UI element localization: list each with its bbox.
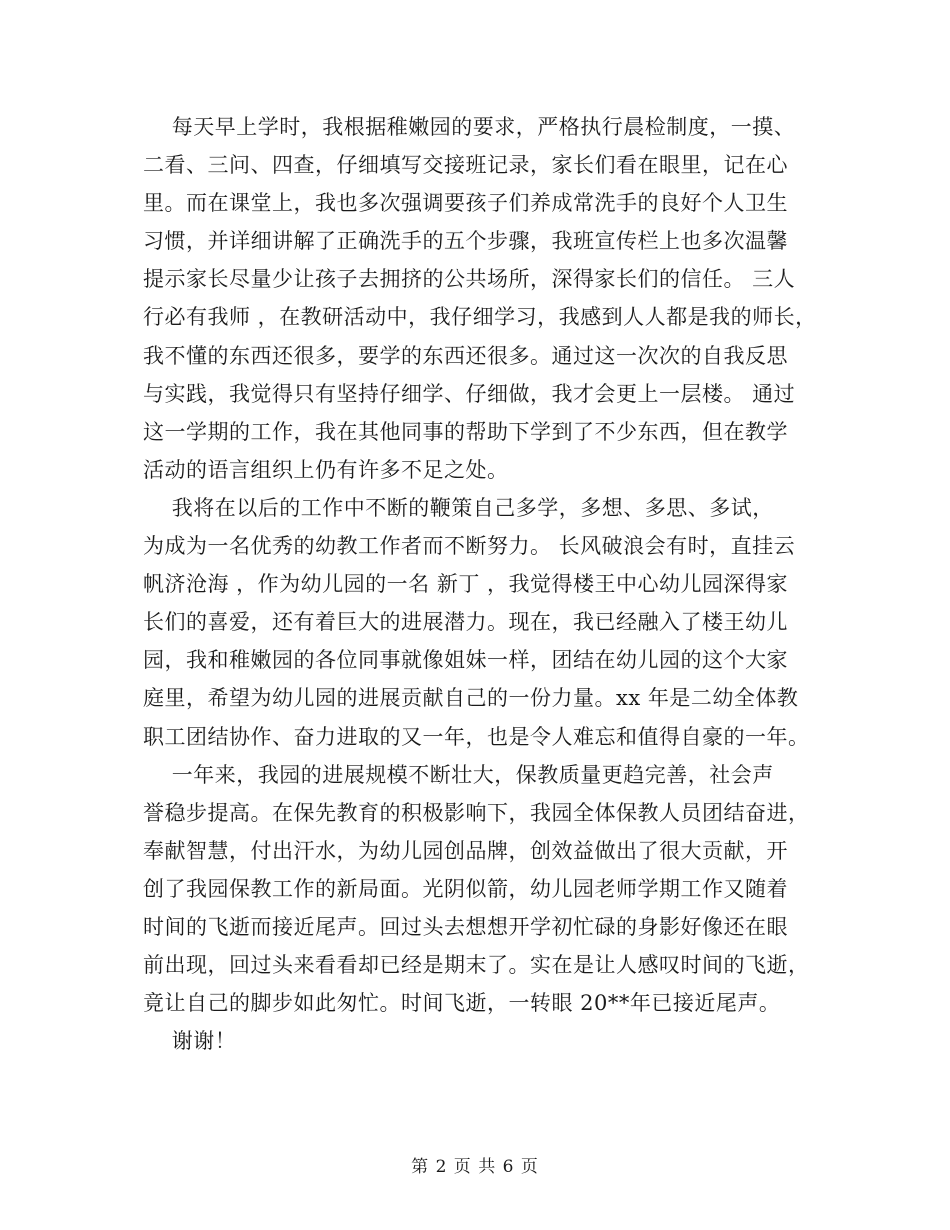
- text-line: 里。而在课堂上，我也多次强调要孩子们养成常洗手的良好个人卫生: [143, 191, 788, 216]
- page-number: 第 2 页 共 6 页: [411, 1157, 539, 1177]
- text-line: 长们的喜爱，还有着巨大的进展潜力。现在，我已经融入了楼王幼儿: [143, 610, 788, 635]
- text-line: 二看、三问、四查，仔细填写交接班记录，家长们看在眼里，记在心: [143, 153, 788, 178]
- text-line: 为成为一名优秀的幼教工作者而不断努力。 长风破浪会有时，直挂云: [143, 534, 796, 559]
- text-line: 创了我园保教工作的新局面。光阴似箭，幼儿园老师学期工作又随着: [143, 876, 788, 901]
- text-line: 我将在以后的工作中不断的鞭策自己多学，多想、多思、多试，: [143, 495, 774, 520]
- text-line: 行必有我师 ，在教研活动中，我仔细学习，我感到人人都是我的师长，: [143, 305, 817, 330]
- text-line: 谢谢！: [143, 1029, 237, 1054]
- text-line: 这一学期的工作，我在其他同事的帮助下学到了不少东西，但在教学: [143, 419, 788, 444]
- text-line: 职工团结协作、奋力进取的又一年，也是令人难忘和值得自豪的一年。: [143, 724, 810, 749]
- text-line: 与实践，我觉得只有坚持仔细学、仔细做，我才会更上一层楼。 通过: [143, 381, 796, 406]
- text-line: 每天早上学时，我根据稚嫩园的要求，严格执行晨检制度，一摸、: [143, 115, 796, 139]
- text-line: 提示家长尽量少让孩子去拥挤的公共场所，深得家长们的信任。 三人: [143, 267, 796, 292]
- text-line: 一年来，我园的进展规模不断壮大，保教质量更趋完善，社会声: [143, 762, 774, 787]
- text-line: 庭里，希望为幼儿园的进展贡献自己的一份力量。xx 年是二幼全体教: [143, 686, 799, 711]
- text-line: 习惯，并详细讲解了正确洗手的五个步骤，我班宣传栏上也多次温馨: [143, 229, 788, 254]
- text-line: 誉稳步提高。在保先教育的积极影响下，我园全体保教人员团结奋进，: [143, 800, 810, 825]
- text-line: 园，我和稚嫩园的各位同事就像姐妹一样，团结在幼儿园的这个大家: [143, 648, 788, 673]
- text-line: 奉献智慧，付出汗水，为幼儿园创品牌，创效益做出了很大贡献，开: [143, 838, 788, 863]
- text-line: 时间的飞逝而接近尾声。回过头去想想开学初忙碌的身影好像还在眼: [143, 914, 788, 939]
- text-line: 帆济沧海 ，作为幼儿园的一名 新丁 ，我觉得楼王中心幼儿园深得家: [143, 572, 789, 597]
- text-line: 我不懂的东西还很多，要学的东西还很多。通过这一次次的自我反思: [143, 343, 788, 368]
- text-line: 前出现，回过头来看看却已经是期末了。实在是让人感叹时间的飞逝，: [143, 953, 810, 978]
- text-line: 活动的语言组织上仍有许多不足之处。: [143, 457, 509, 482]
- body-text: [143, 108, 823, 1060]
- text-line: 竟让自己的脚步如此匆忙。时间飞逝，一转眼 20**年已接近尾声。: [143, 991, 781, 1016]
